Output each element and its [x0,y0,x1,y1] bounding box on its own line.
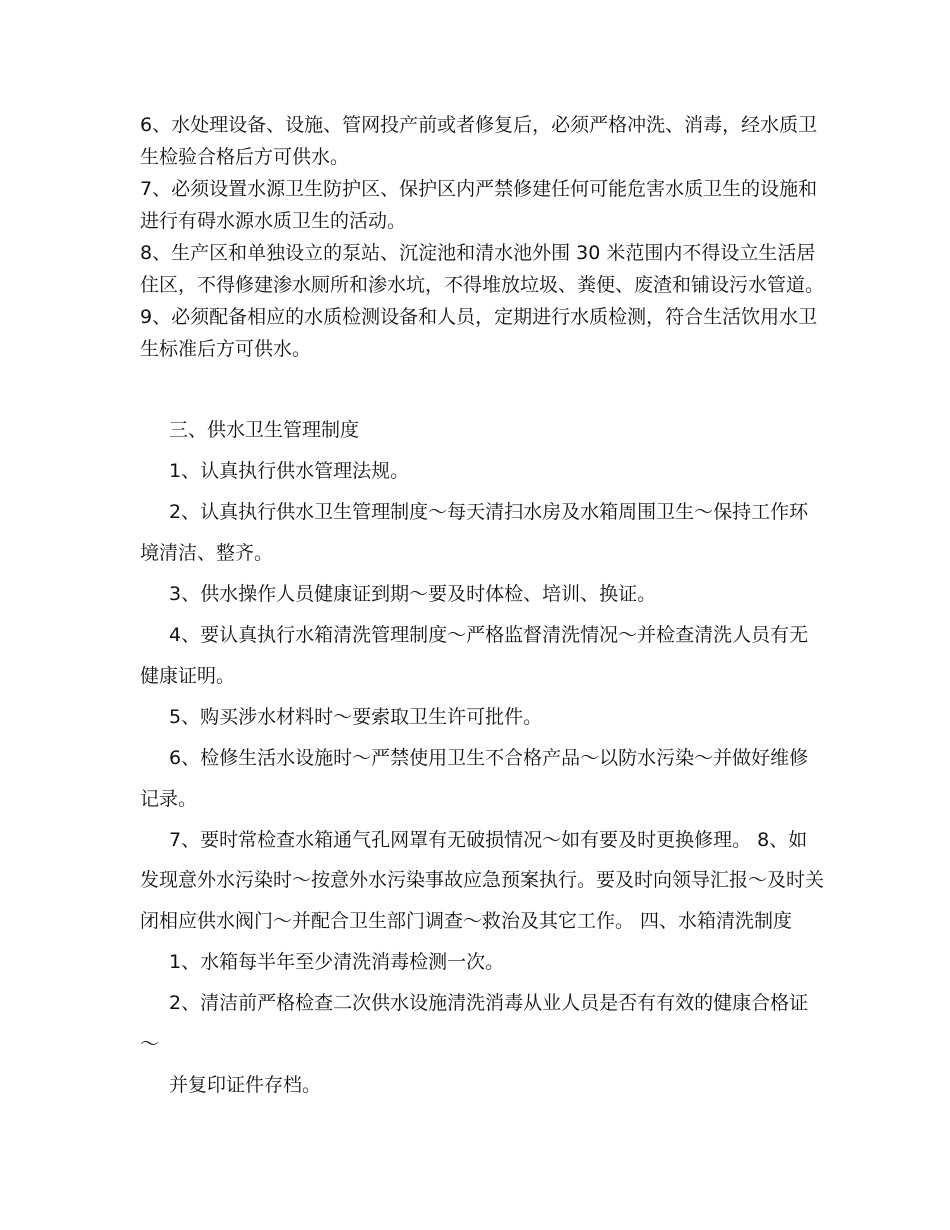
text-line: 2、认真执行供水卫生管理制度～每天清扫水房及水箱周围卫生～保持工作环 [169,501,809,523]
text-line: 4、要认真执行水箱清洗管理制度～严格监督清洗情况～并检查清洗人员有无 [169,624,809,646]
text-line: 闭相应供水阀门～并配合卫生部门调查～救治及其它工作。 四、水箱清洗制度 [140,910,793,932]
text-line: 3、供水操作人员健康证到期～要及时体检、培训、换证。 [169,583,657,605]
text-line: 进行有碍水源水质卫生的活动。 [140,210,407,232]
text-line: 住区，不得修建渗水厕所和渗水坑，不得堆放垃圾、粪便、废渣和铺设污水管道。 [140,274,825,296]
text-line: 6、水处理设备、设施、管网投产前或者修复后，必须严格冲洗、消毒，经水质卫 [140,114,818,136]
text-line: 记录。 [140,788,198,810]
text-line: 8、生产区和单独设立的泵站、沉淀池和清水池外围 30 米范围内不得设立生活居 [140,242,816,264]
text-line: 7、必须设置水源卫生防护区、保护区内严禁修建任何可能危害水质卫生的设施和 [140,178,818,200]
section-heading: 三、供水卫生管理制度 [169,419,360,441]
text-line: 5、购买涉水材料时～要索取卫生许可批件。 [169,706,543,728]
text-line: 9、必须配备相应的水质检测设备和人员，定期进行水质检测，符合生活饮用水卫 [140,306,818,328]
text-line: 健康证明。 [140,665,236,687]
text-line: 2、清洁前严格检查二次供水设施清洗消毒从业人员是否有有效的健康合格证 [169,992,809,1014]
text-line: 发现意外水污染时～按意外水污染事故应急预案执行。要及时向领导汇报～及时关 [140,869,825,891]
text-line: 1、认真执行供水管理法规。 [169,460,410,482]
text-line: 6、检修生活水设施时～严禁使用卫生不合格产品～以防水污染～并做好维修 [169,747,809,769]
text-line: 生检验合格后方可供水。 [140,146,350,168]
text-line: 生标准后方可供水。 [140,338,312,360]
text-line: 境清洁、整齐。 [140,542,274,564]
text-line: ～ [140,1033,160,1055]
text-line: 并复印证件存档。 [169,1074,322,1096]
text-line: 7、要时常检查水箱通气孔网罩有无破损情况～如有要及时更换修理。 8、如 [169,829,808,851]
text-line: 1、水箱每半年至少清洗消毒检测一次。 [169,951,505,973]
